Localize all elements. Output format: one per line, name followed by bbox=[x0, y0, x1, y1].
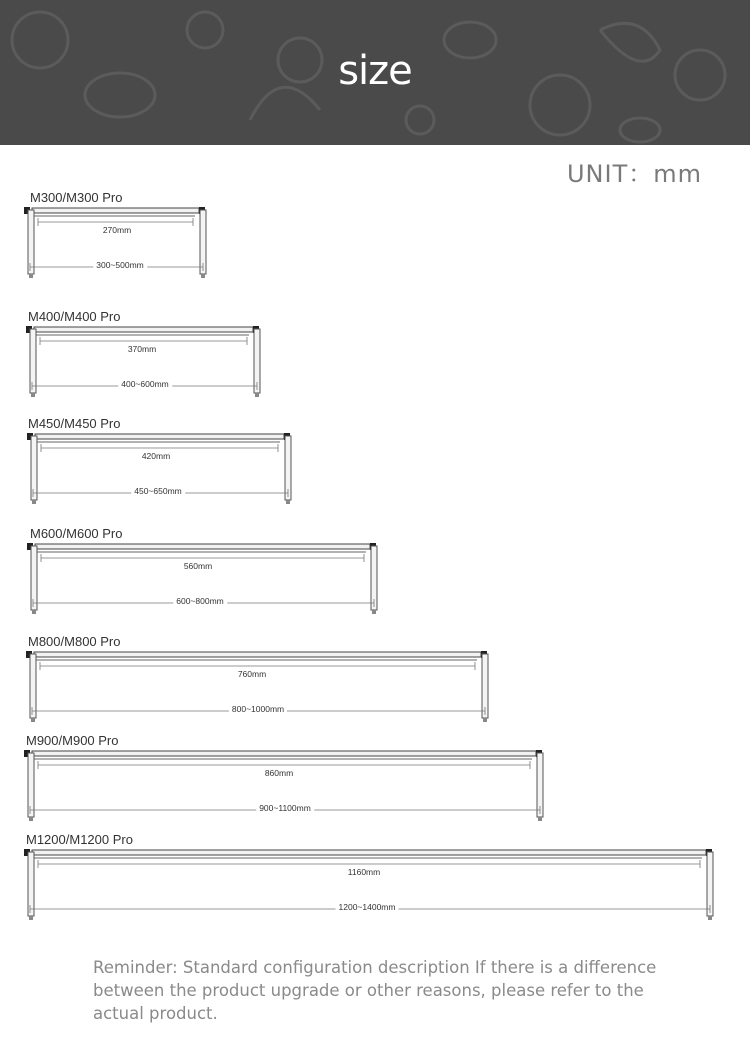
left-post bbox=[28, 210, 34, 274]
model-name: M900/M900 Pro bbox=[26, 733, 119, 748]
model-block bbox=[0, 634, 750, 744]
left-post-foot bbox=[29, 274, 33, 278]
rod-drawing bbox=[0, 536, 750, 636]
left-post-foot bbox=[29, 916, 33, 920]
rod-bar bbox=[35, 544, 370, 549]
right-post-foot bbox=[255, 393, 259, 397]
range-length-label: 900~1100mm bbox=[256, 803, 314, 813]
rod-drawing bbox=[0, 842, 750, 942]
range-length-label: 800~1000mm bbox=[229, 704, 287, 714]
right-post-foot bbox=[372, 610, 376, 614]
rod-bar bbox=[32, 208, 199, 213]
left-post-foot bbox=[32, 500, 36, 504]
left-post bbox=[31, 546, 37, 610]
rod-bar bbox=[35, 434, 284, 439]
left-post bbox=[28, 852, 34, 916]
range-length-label: 1200~1400mm bbox=[336, 902, 399, 912]
right-post-foot bbox=[483, 718, 487, 722]
left-post bbox=[28, 753, 34, 817]
rod-drawing bbox=[0, 200, 750, 300]
range-length-label: 450~650mm bbox=[131, 486, 185, 496]
inner-length-label: 1160mm bbox=[345, 867, 383, 877]
model-name: M800/M800 Pro bbox=[28, 634, 121, 649]
left-post bbox=[31, 436, 37, 500]
rod-bar bbox=[34, 652, 481, 657]
left-post-foot bbox=[29, 817, 33, 821]
range-length-label: 600~800mm bbox=[173, 596, 227, 606]
model-block bbox=[0, 832, 750, 942]
rod-drawing bbox=[0, 426, 750, 526]
model-name: M600/M600 Pro bbox=[30, 526, 123, 541]
rod-drawing bbox=[0, 644, 750, 744]
inner-length-label: 370mm bbox=[125, 344, 159, 354]
right-post-foot bbox=[538, 817, 542, 821]
header-banner bbox=[0, 0, 750, 145]
right-post-foot bbox=[286, 500, 290, 504]
right-post-foot bbox=[708, 916, 712, 920]
model-name: M450/M450 Pro bbox=[28, 416, 121, 431]
inner-length-label: 270mm bbox=[100, 225, 134, 235]
rod-bar bbox=[34, 327, 253, 332]
model-block bbox=[0, 190, 750, 300]
range-length-label: 400~600mm bbox=[118, 379, 172, 389]
inner-length-label: 760mm bbox=[235, 669, 269, 679]
unit-label: UNIT：mm bbox=[566, 160, 702, 188]
model-block bbox=[0, 416, 750, 526]
inner-length-label: 860mm bbox=[262, 768, 296, 778]
page-title: size bbox=[338, 48, 412, 94]
model-block bbox=[0, 733, 750, 843]
rod-bar bbox=[32, 850, 706, 855]
reminder-text: Reminder: Standard configuration description If there is a difference between the product upgrade or other reasons, please refer to the actual product. bbox=[93, 958, 657, 1023]
rod-bar bbox=[32, 751, 536, 756]
left-post-foot bbox=[32, 610, 36, 614]
model-name: M1200/M1200 Pro bbox=[26, 832, 133, 847]
model-block bbox=[0, 309, 750, 419]
rod-drawing bbox=[0, 319, 750, 419]
left-post-foot bbox=[31, 393, 35, 397]
left-post bbox=[30, 654, 36, 718]
left-post-foot bbox=[31, 718, 35, 722]
rod-drawing bbox=[0, 743, 750, 843]
model-name: M300/M300 Pro bbox=[30, 190, 123, 205]
right-post-foot bbox=[201, 274, 205, 278]
left-post bbox=[30, 329, 36, 393]
inner-length-label: 560mm bbox=[181, 561, 215, 571]
inner-length-label: 420mm bbox=[139, 451, 173, 461]
range-length-label: 300~500mm bbox=[93, 260, 147, 270]
model-name: M400/M400 Pro bbox=[28, 309, 121, 324]
model-block bbox=[0, 526, 750, 636]
